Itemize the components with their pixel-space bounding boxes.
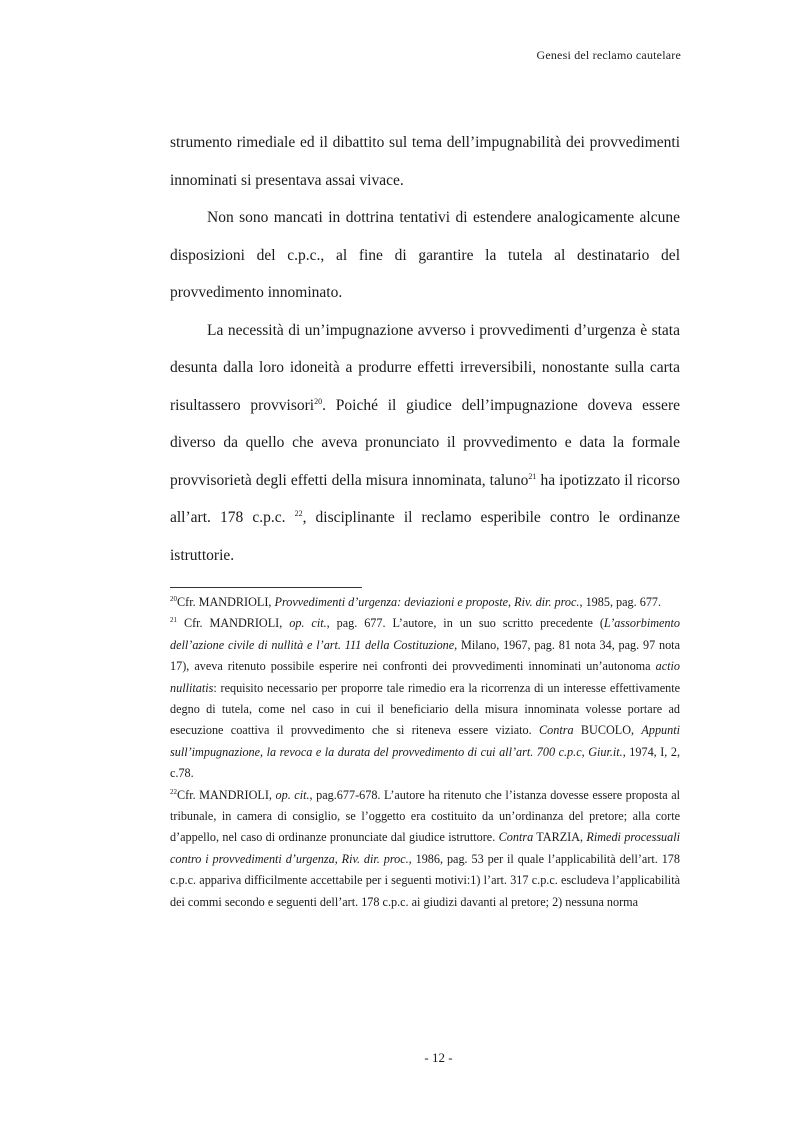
footnote-text: Cfr. MANDRIOLI,	[177, 616, 290, 631]
paragraph-3	[170, 312, 680, 575]
paragraph-3-text-c: ha ipotizzato il ricorso all’art. 178 c.p.c.	[170, 471, 680, 526]
footnote-text: , pag.677-678. L’autore ha ritenuto che l’istanza dovesse essere proposta al tribunale, in camera di consiglio, se l’oggetto era costituito da un’ordinanza del pretore; alla corte d’appello, nel caso di ordinanze pronunciate dal giudice istruttore.	[170, 787, 680, 845]
footnote-italic: actio nullitatis	[170, 659, 680, 695]
footnote-22	[170, 785, 680, 913]
footnote-separator	[170, 587, 362, 588]
footnote-italic: Riv. dir. proc.	[514, 595, 580, 609]
footnote-italic: Contra	[498, 830, 534, 845]
footnote-text: ,	[581, 744, 589, 759]
footnote-italic: op. cit.	[275, 787, 310, 802]
paragraph-3-text-b: . Poiché il giudice dell’impugnazione doveva essere diverso da quello che aveva pronunciato il provvedimento e data la formale provvisorietà degli effetti della misura innominata, taluno	[170, 396, 680, 489]
footnote-number: 20	[170, 595, 177, 603]
running-header: Genesi del reclamo cautelare	[536, 48, 681, 62]
footnote-text: Cfr. MANDRIOLI,	[177, 595, 275, 609]
footnote-text: BUCOLO,	[573, 723, 642, 738]
footnote-italic: Provvedimenti d’urgenza: deviazioni e proposte	[274, 595, 509, 609]
footnote-text: Cfr. MANDRIOLI,	[177, 787, 276, 802]
footnote-italic: Appunti sull’impugnazione, la revoca e la durata del provvedimento di cui all’art. 700 c.p.c	[170, 723, 680, 759]
footnote-italic: Rimedi processuali contro i provvedimenti d’urgenza	[170, 830, 681, 866]
paragraph-3-text-d: , disciplinante il reclamo esperibile contro le ordinanze istruttorie.	[170, 509, 680, 564]
footnotes	[170, 592, 680, 913]
footnote-text: : requisito necessario per proporre tale rimedio era la ricorrenza di un interesse effettivamente degno di tutela, come nel caso in cui il beneficiario della misura innominata volesse portare ad esecuzione coattiva il provvedimento che si riteneva essere viziato.	[170, 680, 680, 738]
footnote-text: , pag. 677. L’autore, in un suo scritto precedente (	[326, 616, 604, 631]
page-number: - 12 -	[424, 1050, 453, 1065]
footnote-italic: Giur.it.	[588, 744, 623, 759]
footnote-text: ,	[508, 595, 515, 609]
footnote-text: , Milano, 1967, pag. 81 nota 34, pag. 97 nota 17), aveva ritenuto possibile esperire nei confronti dei provvedimenti innominati un’autonoma	[170, 637, 680, 674]
footnote-italic: Contra	[539, 723, 574, 738]
footnote-italic: op. cit.	[289, 616, 327, 631]
paragraph-2: Non sono mancati in dottrina tentativi di estendere analogicamente alcune disposizioni del c.p.c., al fine di garantire la tutela al destinatario del provvedimento innominato.	[170, 209, 680, 301]
footnote-italic: L’assorbimento dell’azione civile di nullità e l’art. 111 della Costituzione	[170, 616, 680, 652]
footnote-number: 21	[170, 616, 177, 625]
footnote-italic: Riv. dir. proc.	[341, 851, 409, 866]
footnote-ref-21[interactable]: 21	[528, 471, 537, 481]
footnote-text: , 1985, pag. 677.	[579, 595, 662, 609]
footnote-text: ,	[334, 851, 342, 866]
footnote-text: TARZIA,	[533, 830, 587, 845]
footnote-text: , 1974, I, 2, c.78.	[170, 744, 681, 781]
footnote-text: , 1986, pag. 53 per il quale l’applicabilità dell’art. 178 c.p.c. appariva difficilmente accettabile per i seguenti motivi:1) l’art. 317 c.p.c. escludeva l’applicabilità dei commi secondo e seguenti dell’art. 178 c.p.c. ai giudizi davanti al pretore; 2) nessuna norma	[170, 851, 680, 909]
footnote-20	[170, 592, 680, 613]
footnote-number: 22	[170, 787, 177, 796]
footnote-ref-22[interactable]: 22	[294, 509, 303, 518]
footnote-ref-20[interactable]: 20	[314, 396, 323, 406]
footnote-21	[170, 613, 680, 784]
paragraph-3-text-a: La necessità di un’impugnazione avverso i provvedimenti d’urgenza è stata desunta dalla loro idoneità a produrre effetti irreversibili, nonostante sulla carta risultassero provvisori	[170, 321, 680, 414]
paragraph-1: strumento rimediale ed il dibattito sul tema dell’impugnabilità dei provvedimenti innominati si presentava assai vivace.	[170, 134, 680, 189]
main-body-text	[170, 124, 680, 574]
